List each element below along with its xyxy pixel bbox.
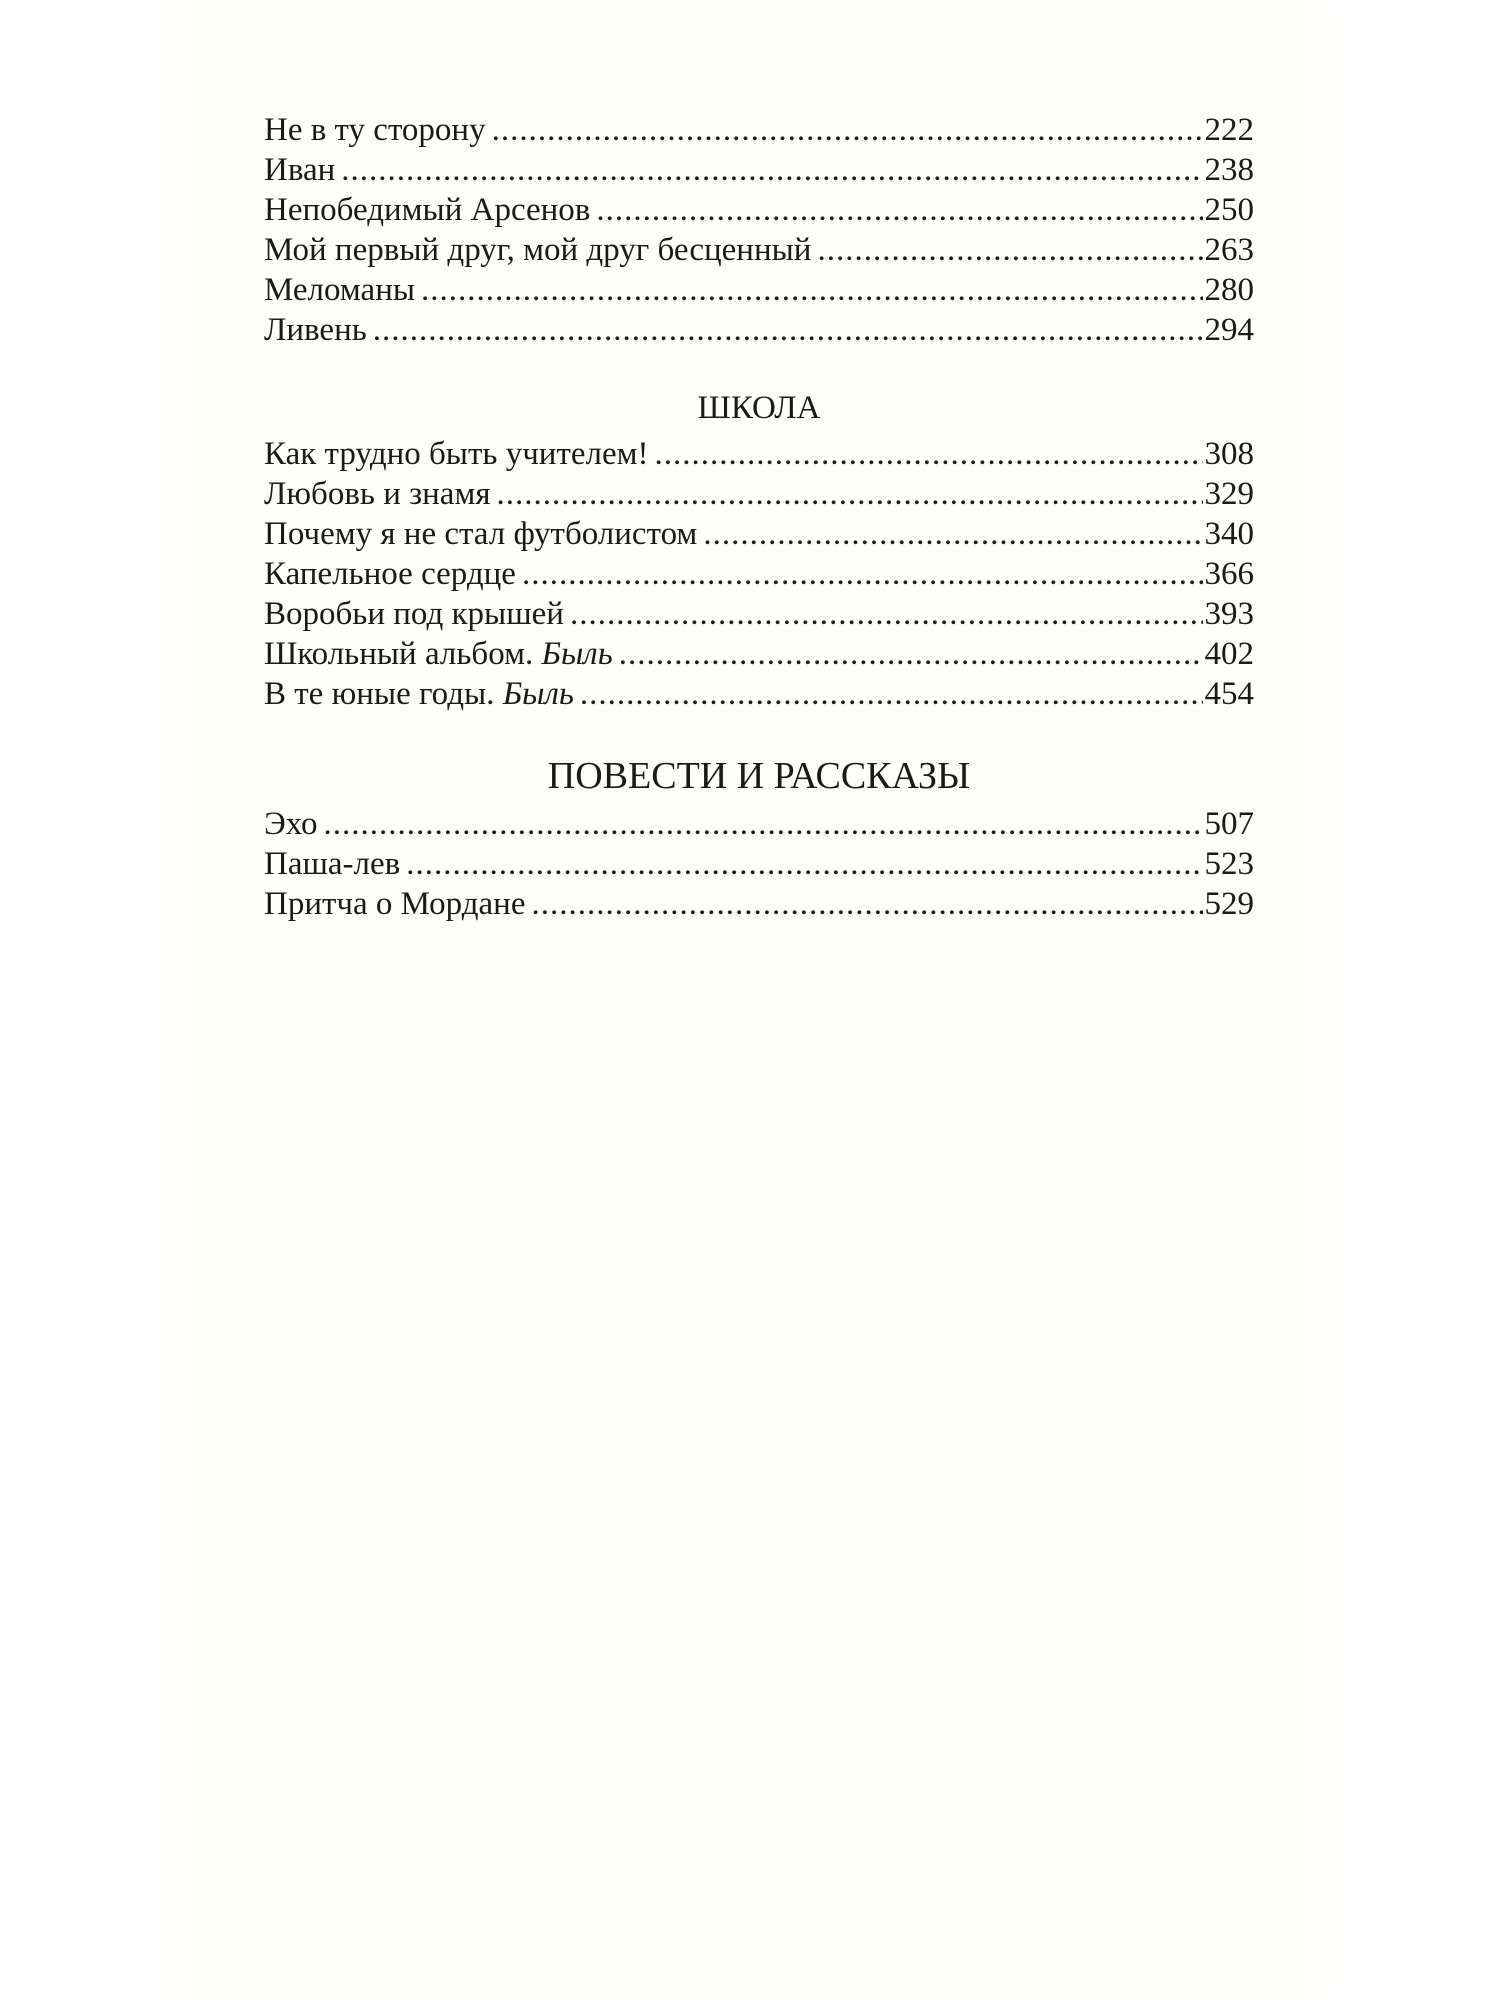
toc-entry: [264, 434, 1254, 474]
toc-entry: [264, 634, 1254, 674]
dot-leader: [421, 270, 1202, 310]
table-of-contents: [264, 110, 1254, 924]
toc-entry-page: 523: [1204, 846, 1254, 882]
toc-entry-page: 393: [1204, 596, 1254, 632]
toc-entry-title-text: В те юные годы.: [264, 676, 495, 712]
dot-leader: [655, 434, 1203, 474]
toc-entry: [264, 150, 1254, 190]
toc-entry-title: Эхо: [264, 806, 318, 842]
toc-entry-title: Непобедимый Арсенов: [264, 192, 591, 228]
toc-entry: [264, 270, 1254, 310]
toc-entry-page: 340: [1204, 516, 1254, 552]
toc-entry-title: Паша-лев: [264, 846, 401, 882]
toc-entry-page: 238: [1204, 152, 1254, 188]
toc-section-stories: [264, 754, 1254, 924]
toc-entry-title: Не в ту сторону: [264, 112, 486, 148]
toc-entry-page: 250: [1204, 192, 1254, 228]
toc-entry: [264, 474, 1254, 514]
dot-leader: [817, 230, 1202, 270]
dot-leader: [406, 844, 1202, 884]
toc-entry-title: Воробьи под крышей: [264, 596, 564, 632]
toc-entry-title: Мой первый друг, мой друг бесценный: [264, 232, 812, 268]
section-heading: ШКОЛА: [697, 390, 821, 426]
toc-entry-title: Как трудно быть учителем!: [264, 436, 649, 472]
dot-leader: [522, 554, 1203, 594]
toc-entry: [264, 674, 1254, 714]
dot-leader: [703, 514, 1202, 554]
toc-entry: [264, 230, 1254, 270]
dot-leader: [324, 804, 1203, 844]
toc-entry-page: 294: [1204, 312, 1254, 348]
toc-entry: [264, 844, 1254, 884]
dot-leader: [570, 594, 1203, 634]
toc-entry-page: 222: [1204, 112, 1254, 148]
toc-entry-title: Ливень: [264, 312, 367, 348]
dot-leader: [492, 110, 1203, 150]
toc-entry-page: 529: [1204, 886, 1254, 922]
section-heading: ПОВЕСТИ И РАССКАЗЫ: [547, 755, 971, 797]
toc-entry: [264, 554, 1254, 594]
toc-group-untitled: [264, 110, 1254, 350]
toc-entry: [264, 884, 1254, 924]
dot-leader: [596, 190, 1202, 230]
toc-entry: [264, 514, 1254, 554]
dot-leader: [373, 310, 1203, 350]
toc-entry-page: 263: [1204, 232, 1254, 268]
toc-entry-title: Меломаны: [264, 272, 416, 308]
toc-entry-page: 454: [1204, 676, 1254, 712]
toc-entry-page: 507: [1204, 806, 1254, 842]
toc-entry: [264, 190, 1254, 230]
toc-entry: [264, 804, 1254, 844]
toc-entry-title: Иван: [264, 152, 336, 188]
toc-entry-genre: Быль: [502, 676, 574, 712]
toc-entry-page: 402: [1204, 636, 1254, 672]
toc-entry-page: 329: [1204, 476, 1254, 512]
toc-entry: [264, 110, 1254, 150]
dot-leader: [341, 150, 1202, 190]
dot-leader: [580, 674, 1203, 714]
toc-entry-title: [264, 674, 574, 714]
toc-entry-page: 366: [1204, 556, 1254, 592]
toc-entry-title: Любовь и знамя: [264, 476, 491, 512]
dot-leader: [532, 884, 1203, 924]
toc-section-school: [264, 388, 1254, 714]
toc-entry-title: [264, 634, 613, 674]
toc-entry: [264, 310, 1254, 350]
toc-entry-page: 308: [1204, 436, 1254, 472]
dot-leader: [497, 474, 1203, 514]
toc-entry-genre: Быль: [541, 636, 613, 672]
dot-leader: [619, 634, 1203, 674]
toc-entry-title: Капельное сердце: [264, 556, 516, 592]
toc-entry-title: Почему я не стал футболистом: [264, 516, 698, 552]
toc-entry-title-text: Школьный альбом.: [264, 636, 534, 672]
toc-entry-page: 280: [1204, 272, 1254, 308]
toc-entry: [264, 594, 1254, 634]
toc-entry-title: Притча о Мордане: [264, 886, 526, 922]
